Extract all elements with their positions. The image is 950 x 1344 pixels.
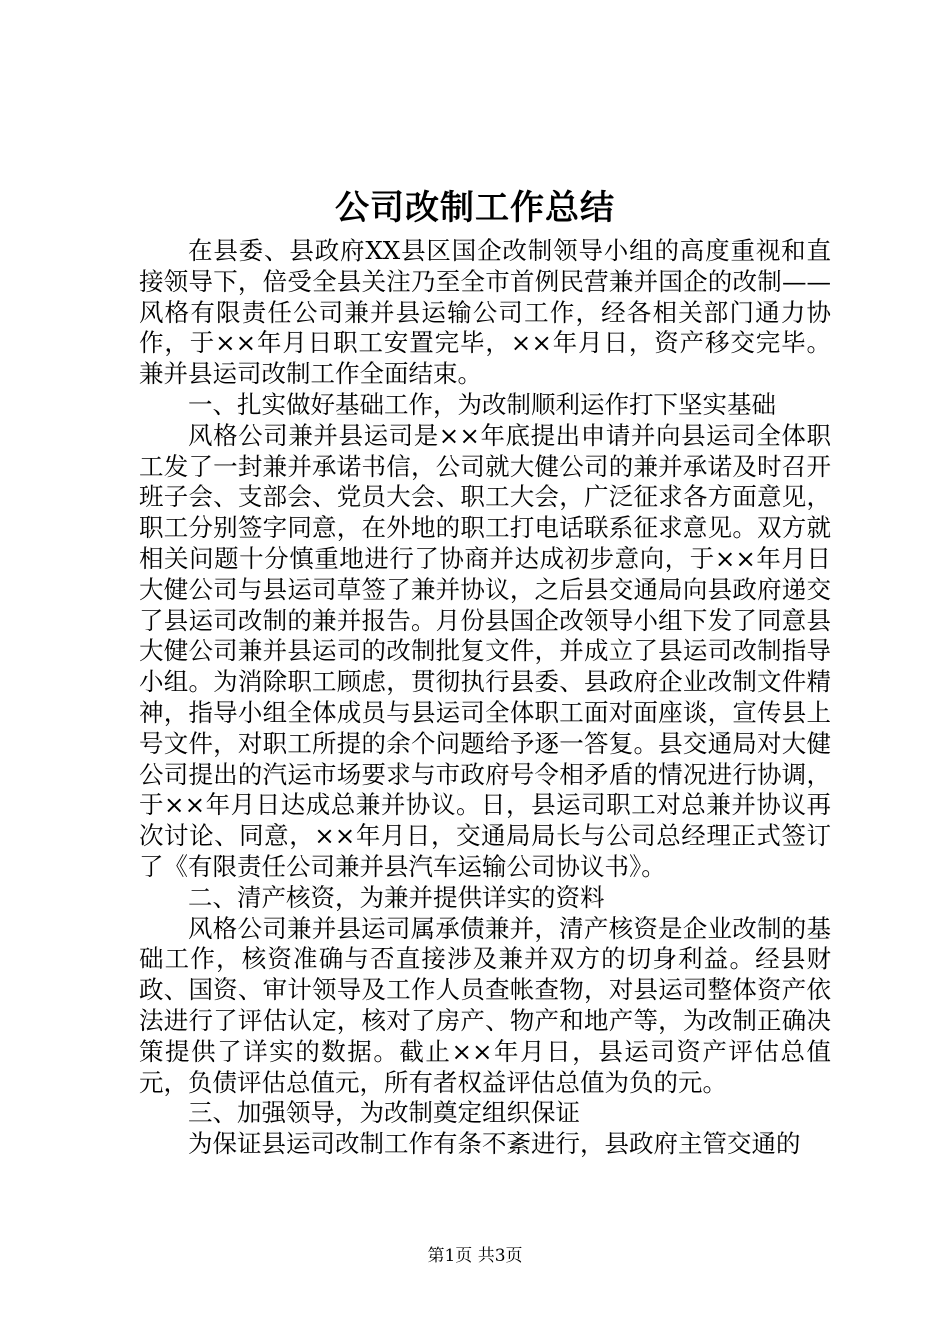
paragraph-intro: 在县委、县政府XX县区国企改制领导小组的高度重视和直接领导下，倍受全县关注乃至全市首例民营兼并国企的改制——风格有限责任公司兼并县运输公司工作，经各相关部门通力协作，于××年月日职工安置完毕，××年月日，资产移交完毕。兼并县运司改制工作全面结束。	[139, 236, 831, 389]
section-heading-1: 一、扎实做好基础工作，为改制顺利运作打下坚实基础	[188, 389, 776, 419]
document-body	[139, 236, 831, 1160]
paragraph-section-2: 风格公司兼并县运司属承债兼并，清产核资是企业改制的基础工作，核资准确与否直接涉及兼并双方的切身利益。经县财政、国资、审计领导及工作人员查帐查物，对县运司整体资产依法进行了评估认定，核对了房产、物产和地产等，为改制正确决策提供了详实的数据。截止××年月日，县运司资产评估总值元，负债评估总值元，所有者权益评估总值为负的元。	[139, 913, 831, 1097]
paragraph-section-3: 为保证县运司改制工作有条不紊进行，县政府主管交通的	[188, 1129, 801, 1159]
section-heading-2: 二、清产核资，为兼并提供详实的资料	[188, 882, 605, 912]
page-title: 公司改制工作总结	[335, 188, 615, 228]
paragraph-section-1: 风格公司兼并县运司是××年底提出申请并向县运司全体职工发了一封兼并承诺书信，公司就大健公司的兼并承诺及时召开班子会、支部会、党员大会、职工大会，广泛征求各方面意见，职工分别签字同意，在外地的职工打电话联系征求意见。双方就相关问题十分慎重地进行了协商并达成初步意向，于××年月日大健公司与县运司草签了兼并协议，之后县交通局向县政府递交了县运司改制的兼并报告。月份县国企改领导小组下发了同意县大健公司兼并县运司的改制批复文件，并成立了县运司改制指导小组。为消除职工顾虑，贯彻执行县委、县政府企业改制文件精神，指导小组全体成员与县运司全体职工面对面座谈，宣传县上号文件，对职工所提的余个问题给予逐一答复。县交通局对大健公司提出的汽运市场要求与市政府号令相矛盾的情况进行协调，于××年月日达成总兼并协议。日，县运司职工对总兼并协议再次讨论、同意，××年月日，交通局局长与公司总经理正式签订了《有限责任公司兼并县汽车运输公司协议书》。	[139, 420, 831, 881]
section-heading-3: 三、加强领导，为改制奠定组织保证	[188, 1098, 580, 1128]
page-number-footer: 第1页 共3页	[427, 1246, 523, 1266]
